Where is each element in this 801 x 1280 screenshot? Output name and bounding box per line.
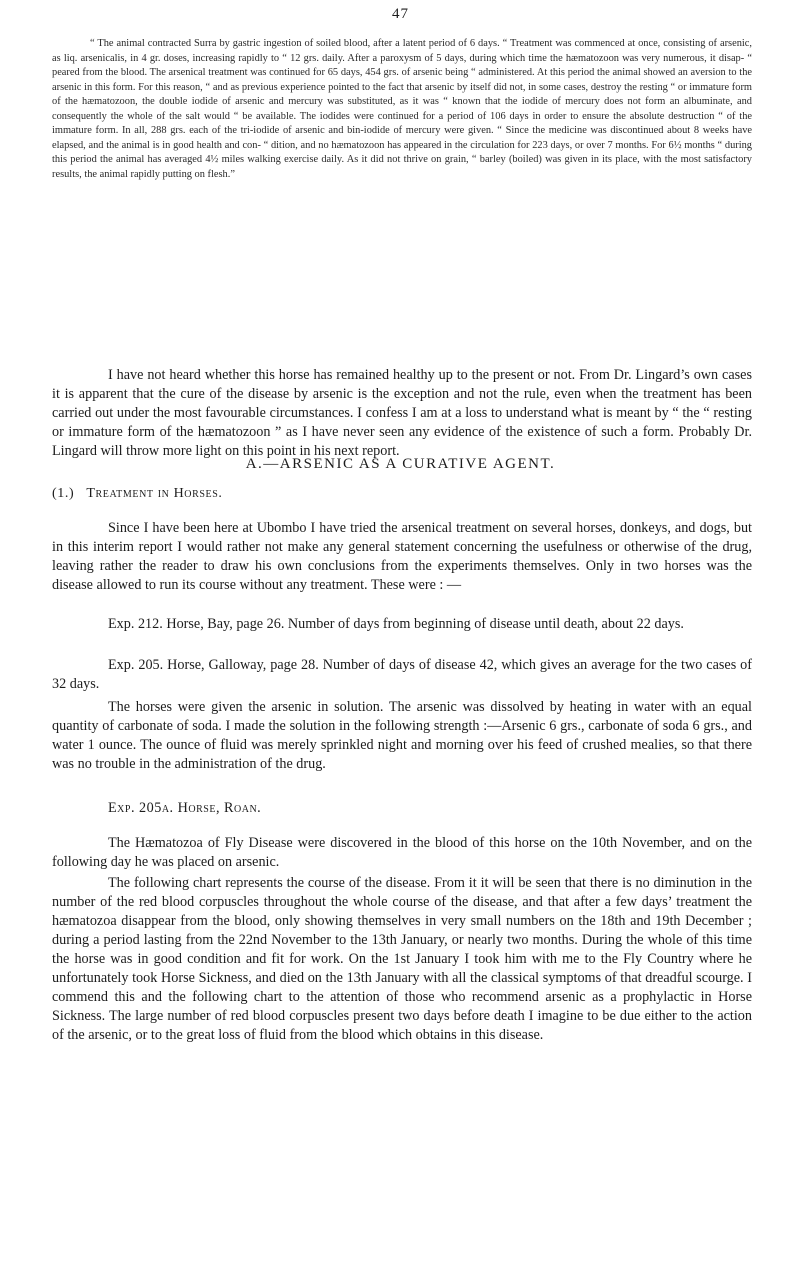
paragraph-fly-disease-discovery: The Hæmatozoa of Fly Disease were discovered in the blood of this horse on the 10th November, and on the following day he was placed on arsenic.	[52, 835, 752, 870]
paragraph-lingard-discussion: I have not heard whether this horse has remained healthy up to the present or not. From Dr. Lingard’s own cases it is apparent that the cure of the disease by arsenic is the exception and not the rule, even when the treatment has been carried out under the most favourable circumstances. I confess I am at a loss to understand what is meant by “ the “ resting or immature form of the hæmatozoon ” as I have never seen any evidence of the existence of such a form. Probably Dr. Lingard will throw more light on this point in his next report.	[52, 367, 752, 459]
paragraph-arsenic-solution: The horses were given the arsenic in solution. The arsenic was dissolved by heating in water with an equal quantity of carbonate of soda. I made the solution in the following strength :—Arsenic 6 grs., carbonate of soda 6 grs., and water 1 ounce. The ounce of fluid was merely sprinkled night and morning over his feed of crushed mealies, so that there was no trouble in the administration of the drug.	[52, 699, 752, 772]
section-heading: A.—ARSENIC AS A CURATIVE AGENT.	[245, 456, 556, 472]
subsection-heading	[52, 486, 223, 502]
page-number: 47	[392, 6, 409, 22]
subsection-number: (1.)	[52, 486, 75, 501]
quoted-report-paragraph: “ The animal contracted Surra by gastric ingestion of soiled blood, after a latent period of 6 days. “ Treatment was commenced at once, consisting of arsenic, as liq. arsenicalis, in 4 gr. doses, increasing rapidly to “ 12 grs. daily. After a paroxysm of 5 days, during which time the hæmatozoon was very numerous, it disap- “ peared from the blood. The arsenical treatment was continued for 65 days, 454 grs. of arsenic being “ administered. At this period the animal showed an aversion to the arsenic in this form. For this reason, “ and as previous experience pointed to the fact that arsenic by itself did not, in some cases, destroy the resting “ or immature form of the hæmatozoon, the double iodide of arsenic and mercury was substituted, as it was “ known that the iodide of mercury does not form an albuminate, and consequently the whole of the salt would “ be available. The iodides were continued for a period of 106 days in order to ensure the absolute destruction “ of the immature form. In all, 288 grs. each of the tri-iodide of arsenic and bin-iodide of mercury were given. “ Since the medicine was discontinued about 8 weeks have elapsed, and the animal is in good health and con- “ dition, and no hæmatozoon has appeared in the circulation for 223 days, or over 7 months. For 6½ months “ during this period the animal has averaged 4½ miles walking exercise daily. As it did not thrive on grain, “ barley (boiled) was given in its place, with the most satisfactory results, the animal rapidly putting on flesh.”	[52, 38, 752, 180]
paragraph-exp-205: Exp. 205. Horse, Galloway, page 28. Number of days of disease 42, which gives an average for the two cases of 32 days.	[52, 657, 752, 692]
paragraph-chart-description: The following chart represents the course of the disease. From it it will be seen that there is no diminution in the number of the red blood corpuscles throughout the whole course of the disease, and that after a few days’ treatment the hæmatozoa disappear from the blood, only showing themselves in very small numbers on the 18th and 19th December ; during a period lasting from the 22nd November to the 13th January, or nearly two months. During the whole of this time the horse was in good condition and fit for work. On the 1st January I took him with me to the Fly Country where he unfortunately took Horse Sickness, and died on the 13th January with all the classical symptoms of that dreadful scourge. I commend this and the following chart to the attention of those who recommend arsenic as a prophylactic in Horse Sickness. The large number of red blood corpuscles present two days before death I imagine to be due either to the action of the arsenic, or to the great loss of fluid from the blood which obtains in this disease.	[52, 875, 752, 1043]
paragraph-ubombo-treatment: Since I have been here at Ubombo I have tried the arsenical treatment on several horses, donkeys, and dogs, but in this interim report I would rather not make any general statement concerning the usefulness or otherwise of the drug, leaving rather the reader to draw his own conclusions from the experiments themselves. Only in two horses was the disease allowed to run its course without any treatment. These were : —	[52, 520, 752, 593]
experiment-heading: Exp. 205a. Horse, Roan.	[108, 800, 262, 816]
subsection-title: Treatment in Horses.	[86, 486, 223, 501]
paragraph-exp-212: Exp. 212. Horse, Bay, page 26. Number of days from beginning of disease until death, about 22 days.	[108, 616, 684, 632]
